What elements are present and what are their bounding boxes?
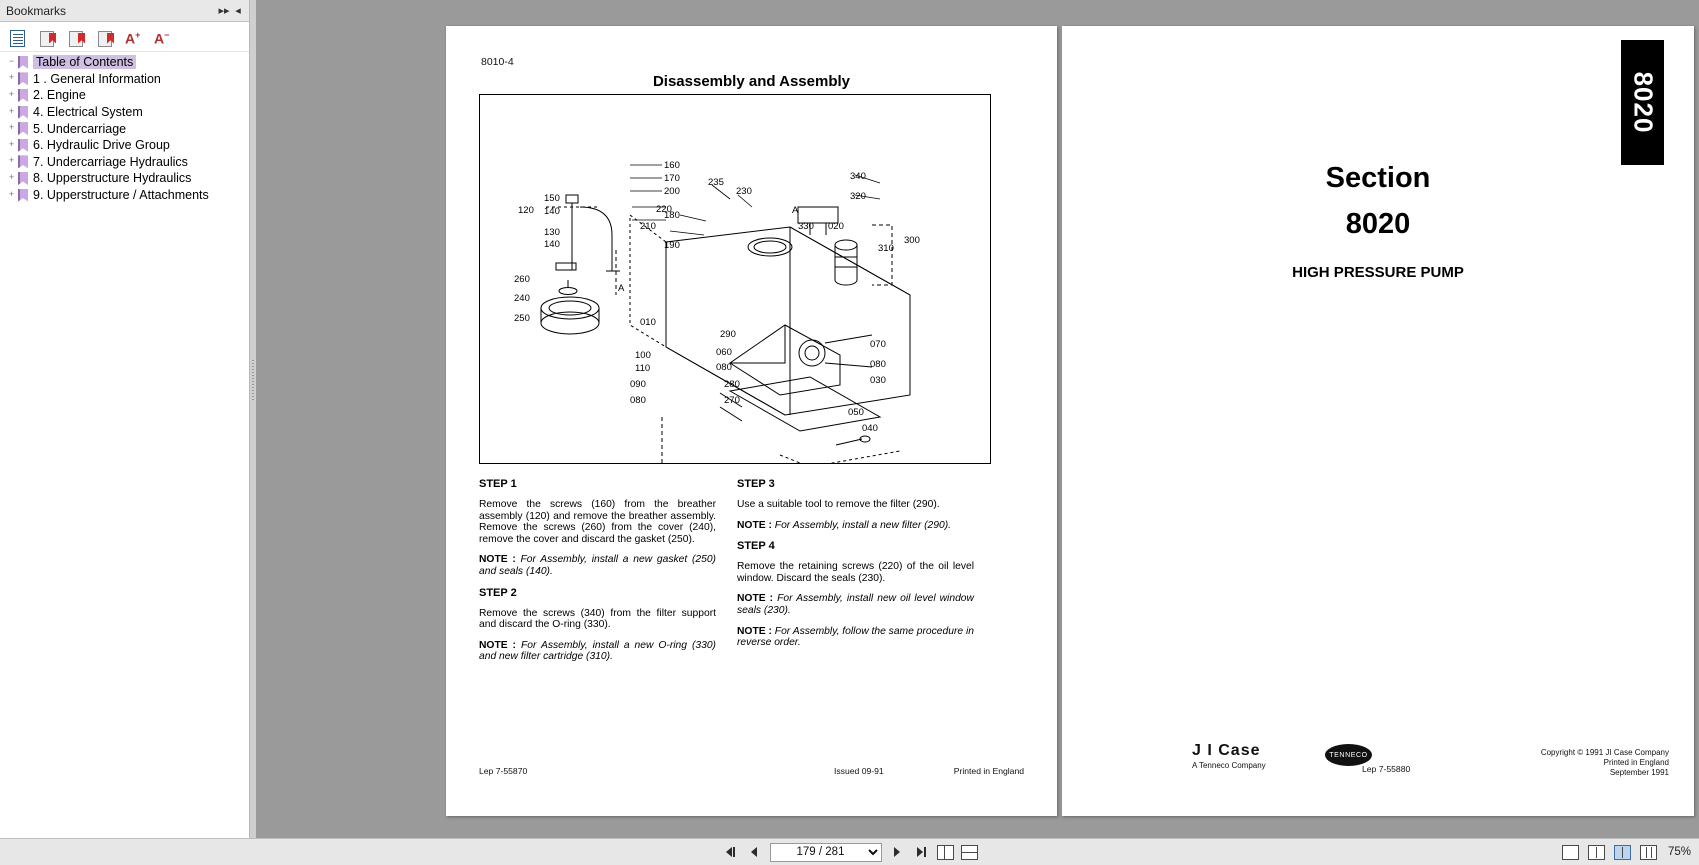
note-label: NOTE : bbox=[737, 625, 772, 637]
svg-text:220: 220 bbox=[656, 204, 672, 215]
previous-page-button[interactable] bbox=[746, 843, 763, 861]
bookmarks-sidebar bbox=[0, 0, 250, 838]
next-page-button[interactable] bbox=[889, 843, 906, 861]
svg-text:180: 180 bbox=[664, 210, 680, 221]
two-page-mode-icon[interactable] bbox=[1588, 845, 1605, 860]
note-label: NOTE : bbox=[479, 639, 516, 651]
svg-text:040: 040 bbox=[862, 423, 878, 434]
svg-text:210: 210 bbox=[640, 221, 656, 232]
note-text: For Assembly, install new oil level window seals (230). bbox=[737, 593, 974, 616]
step-paragraph bbox=[737, 561, 974, 584]
svg-text:080: 080 bbox=[630, 395, 646, 406]
bookmark-label: Table of Contents bbox=[33, 55, 136, 69]
footer-issued: Issued 09-91 bbox=[834, 766, 884, 776]
step-heading: STEP 1 bbox=[479, 478, 517, 490]
decrease-font-icon[interactable]: A− bbox=[154, 29, 170, 47]
page-title: Disassembly and Assembly bbox=[652, 73, 851, 90]
svg-text:290: 290 bbox=[720, 329, 736, 340]
bookmark-icon bbox=[18, 89, 28, 102]
bookmarks-tree bbox=[0, 52, 249, 203]
expander-icon[interactable]: + bbox=[8, 138, 15, 149]
svg-text:340: 340 bbox=[850, 171, 866, 182]
bookmark-icon bbox=[18, 155, 28, 168]
facing-pages-mode-icon[interactable] bbox=[1614, 845, 1631, 860]
brand-subtitle: A Tenneco Company bbox=[1192, 761, 1266, 770]
copyright-block bbox=[1541, 748, 1669, 778]
section-tab bbox=[1621, 40, 1664, 165]
svg-text:270: 270 bbox=[724, 395, 740, 406]
svg-text:130: 130 bbox=[544, 227, 560, 238]
svg-text:190: 190 bbox=[664, 240, 680, 251]
step-paragraph bbox=[737, 499, 974, 511]
svg-text:080: 080 bbox=[870, 359, 886, 370]
section-subtitle: HIGH PRESSURE PUMP bbox=[1292, 264, 1464, 281]
step-note bbox=[479, 554, 716, 577]
svg-text:110: 110 bbox=[635, 363, 651, 374]
step-text: Remove the screws (340) from the filter support and discard the O-ring (330). bbox=[479, 607, 716, 631]
brand-block bbox=[1192, 742, 1452, 778]
procedure-steps bbox=[479, 478, 991, 708]
last-page-button[interactable] bbox=[913, 843, 930, 861]
svg-text:140: 140 bbox=[544, 239, 560, 250]
bookmark-item-hydraulic-drive-group[interactable] bbox=[0, 137, 249, 154]
bookmark-icon bbox=[18, 56, 28, 69]
expander-icon[interactable]: + bbox=[8, 155, 15, 166]
note-label: NOTE : bbox=[737, 519, 772, 531]
step-text: Remove the screws (160) from the breather assembly (120) and remove the breather assembly. bbox=[479, 499, 716, 522]
svg-text:120: 120 bbox=[518, 205, 534, 216]
expander-icon[interactable]: − bbox=[8, 55, 15, 66]
steps-column-right bbox=[737, 478, 974, 658]
svg-text:030: 030 bbox=[870, 375, 886, 386]
svg-text:140: 140 bbox=[544, 206, 560, 217]
bookmark-label: 7. Undercarriage Hydraulics bbox=[33, 154, 188, 169]
section-number: 8020 bbox=[1345, 208, 1411, 240]
collapse-sidebar-icon[interactable]: ▸▸ bbox=[218, 5, 230, 17]
step-text: Remove the screws (260) from the cover (240), remove the cover and discard the gasket (250). bbox=[479, 522, 716, 545]
figure-drawing bbox=[480, 95, 990, 463]
bookmark-label: 1 . General Information bbox=[33, 71, 161, 86]
exploded-view-figure bbox=[479, 94, 991, 464]
facing-page-view-icon[interactable] bbox=[961, 843, 978, 861]
expander-icon[interactable]: + bbox=[8, 122, 15, 133]
note-label: NOTE : bbox=[479, 554, 516, 566]
bookmark-item-upperstructure-hydraulics[interactable] bbox=[0, 170, 249, 187]
step-paragraph bbox=[479, 608, 716, 631]
copyright-line: September 1991 bbox=[1609, 768, 1669, 777]
document-page-right bbox=[1062, 26, 1694, 816]
svg-text:050: 050 bbox=[848, 407, 864, 418]
svg-text:280: 280 bbox=[724, 379, 740, 390]
svg-text:250: 250 bbox=[514, 313, 530, 324]
bookmark-item-engine[interactable] bbox=[0, 87, 249, 104]
copyright-line: Copyright © 1991 JI Case Company bbox=[1540, 748, 1669, 757]
bookmark-label: 4. Electrical System bbox=[33, 105, 143, 120]
page-navigation-group bbox=[722, 843, 978, 862]
svg-text:080: 080 bbox=[716, 362, 732, 373]
steps-column-left bbox=[479, 478, 716, 672]
svg-text:150: 150 bbox=[544, 193, 560, 204]
new-bookmark-icon[interactable] bbox=[37, 29, 57, 49]
document-page-left bbox=[446, 26, 1057, 816]
tenneco-logo-icon bbox=[1325, 744, 1372, 766]
expander-icon[interactable]: + bbox=[8, 72, 15, 83]
tenneco-logo-text: TENNECO bbox=[1329, 751, 1368, 759]
svg-text:100: 100 bbox=[635, 350, 651, 361]
bookmark-item-general-information[interactable] bbox=[0, 71, 249, 88]
bookmark-item-electrical-system[interactable] bbox=[0, 104, 249, 121]
step-heading: STEP 2 bbox=[479, 586, 517, 599]
bookmark-label: 6. Hydraulic Drive Group bbox=[33, 138, 170, 153]
bookmark-icon bbox=[18, 189, 28, 202]
step-note bbox=[737, 626, 974, 649]
edit-bookmark-icon[interactable] bbox=[66, 29, 86, 49]
sidebar-title: Bookmarks bbox=[6, 3, 67, 18]
view-mode-group bbox=[1562, 845, 1691, 860]
step-paragraph bbox=[479, 499, 716, 545]
bookmark-label: 5. Undercarriage bbox=[33, 121, 127, 136]
splitter-grip bbox=[252, 360, 254, 400]
expander-icon[interactable]: + bbox=[8, 105, 15, 116]
expander-icon[interactable]: + bbox=[8, 171, 15, 182]
svg-text:200: 200 bbox=[664, 186, 680, 197]
zoom-level-label[interactable]: 75% bbox=[1667, 846, 1691, 858]
step-note bbox=[737, 593, 974, 616]
svg-text:090: 090 bbox=[630, 379, 646, 390]
delete-bookmark-icon[interactable] bbox=[95, 29, 115, 49]
increase-font-icon[interactable]: A+ bbox=[125, 29, 141, 47]
document-viewer[interactable] bbox=[256, 0, 1699, 838]
note-text: For Assembly, install a new filter (290). bbox=[774, 519, 952, 531]
step-heading: STEP 3 bbox=[737, 478, 775, 490]
note-text: For Assembly, install a new O-ring (330) and new filter cartridge (310). bbox=[479, 639, 716, 663]
step-text: Remove the retaining screws (220) of the oil level window. Discard the seals (230). bbox=[737, 561, 974, 584]
bookmark-label: 9. Upperstructure / Attachments bbox=[33, 188, 209, 203]
footer-printed: Printed in England bbox=[953, 766, 1024, 776]
bookmark-item-undercarriage-hydraulics[interactable] bbox=[0, 154, 249, 171]
svg-text:300: 300 bbox=[904, 235, 920, 246]
bookmark-icon bbox=[18, 122, 28, 135]
bookmark-label: 2. Engine bbox=[33, 88, 86, 103]
svg-text:240: 240 bbox=[514, 293, 530, 304]
bookmark-item-table-of-contents[interactable] bbox=[0, 54, 249, 71]
step-note bbox=[737, 520, 974, 532]
svg-text:060: 060 bbox=[716, 347, 732, 358]
svg-text:160: 160 bbox=[664, 160, 680, 171]
svg-text:170: 170 bbox=[664, 173, 680, 184]
bookmark-icon bbox=[18, 172, 28, 185]
page-header-number: 8010-4 bbox=[481, 56, 514, 68]
bookmark-item-upperstructure-attachments[interactable] bbox=[0, 187, 249, 204]
bookmark-icon bbox=[18, 72, 28, 85]
note-text: For Assembly, follow the same procedure in reverse order. bbox=[737, 625, 974, 649]
svg-text:A: A bbox=[792, 205, 799, 216]
right-page-lep: Lep 7-55880 bbox=[1362, 764, 1411, 774]
expander-icon[interactable]: + bbox=[8, 188, 15, 199]
bookmark-item-undercarriage[interactable] bbox=[0, 120, 249, 137]
step-heading: STEP 4 bbox=[737, 540, 775, 553]
svg-text:330: 330 bbox=[798, 221, 814, 232]
single-page-view-icon[interactable] bbox=[937, 843, 954, 861]
page-footer bbox=[479, 766, 1024, 778]
thumbnail-mode-icon[interactable] bbox=[1640, 845, 1657, 860]
bookmark-icon bbox=[18, 106, 28, 119]
first-page-button[interactable] bbox=[722, 843, 739, 861]
expander-icon[interactable]: + bbox=[8, 88, 15, 99]
svg-text:070: 070 bbox=[870, 339, 886, 350]
step-text: Use a suitable tool to remove the filter (290). bbox=[737, 499, 940, 510]
close-sidebar-icon[interactable]: ◂ bbox=[235, 5, 241, 17]
toc-icon[interactable] bbox=[8, 29, 28, 49]
bookmark-icon bbox=[18, 139, 28, 152]
page-number-select[interactable] bbox=[770, 843, 882, 862]
bookmark-label: 8. Upperstructure Hydraulics bbox=[33, 171, 192, 186]
svg-text:010: 010 bbox=[640, 317, 656, 328]
svg-text:310: 310 bbox=[878, 243, 894, 254]
section-word: Section bbox=[1325, 162, 1431, 194]
note-text: For Assembly, install a new gasket (250) and seals (140). bbox=[479, 554, 716, 577]
brand-name: J I Case bbox=[1192, 742, 1261, 759]
footer-lep: Lep 7-55870 bbox=[479, 766, 528, 776]
note-label: NOTE : bbox=[737, 593, 774, 605]
svg-text:020: 020 bbox=[828, 221, 844, 232]
section-tab-number: 8020 bbox=[1628, 71, 1658, 134]
svg-text:230: 230 bbox=[736, 186, 752, 197]
bookmarks-toolbar bbox=[0, 22, 249, 52]
copyright-line: Printed in England bbox=[1603, 758, 1669, 767]
svg-text:260: 260 bbox=[514, 274, 530, 285]
step-note bbox=[479, 640, 716, 663]
sidebar-header bbox=[0, 0, 249, 22]
bottom-toolbar bbox=[0, 838, 1699, 865]
single-page-mode-icon[interactable] bbox=[1562, 845, 1579, 860]
svg-text:235: 235 bbox=[708, 177, 724, 188]
svg-text:320: 320 bbox=[850, 191, 866, 202]
svg-text:A: A bbox=[618, 283, 625, 294]
